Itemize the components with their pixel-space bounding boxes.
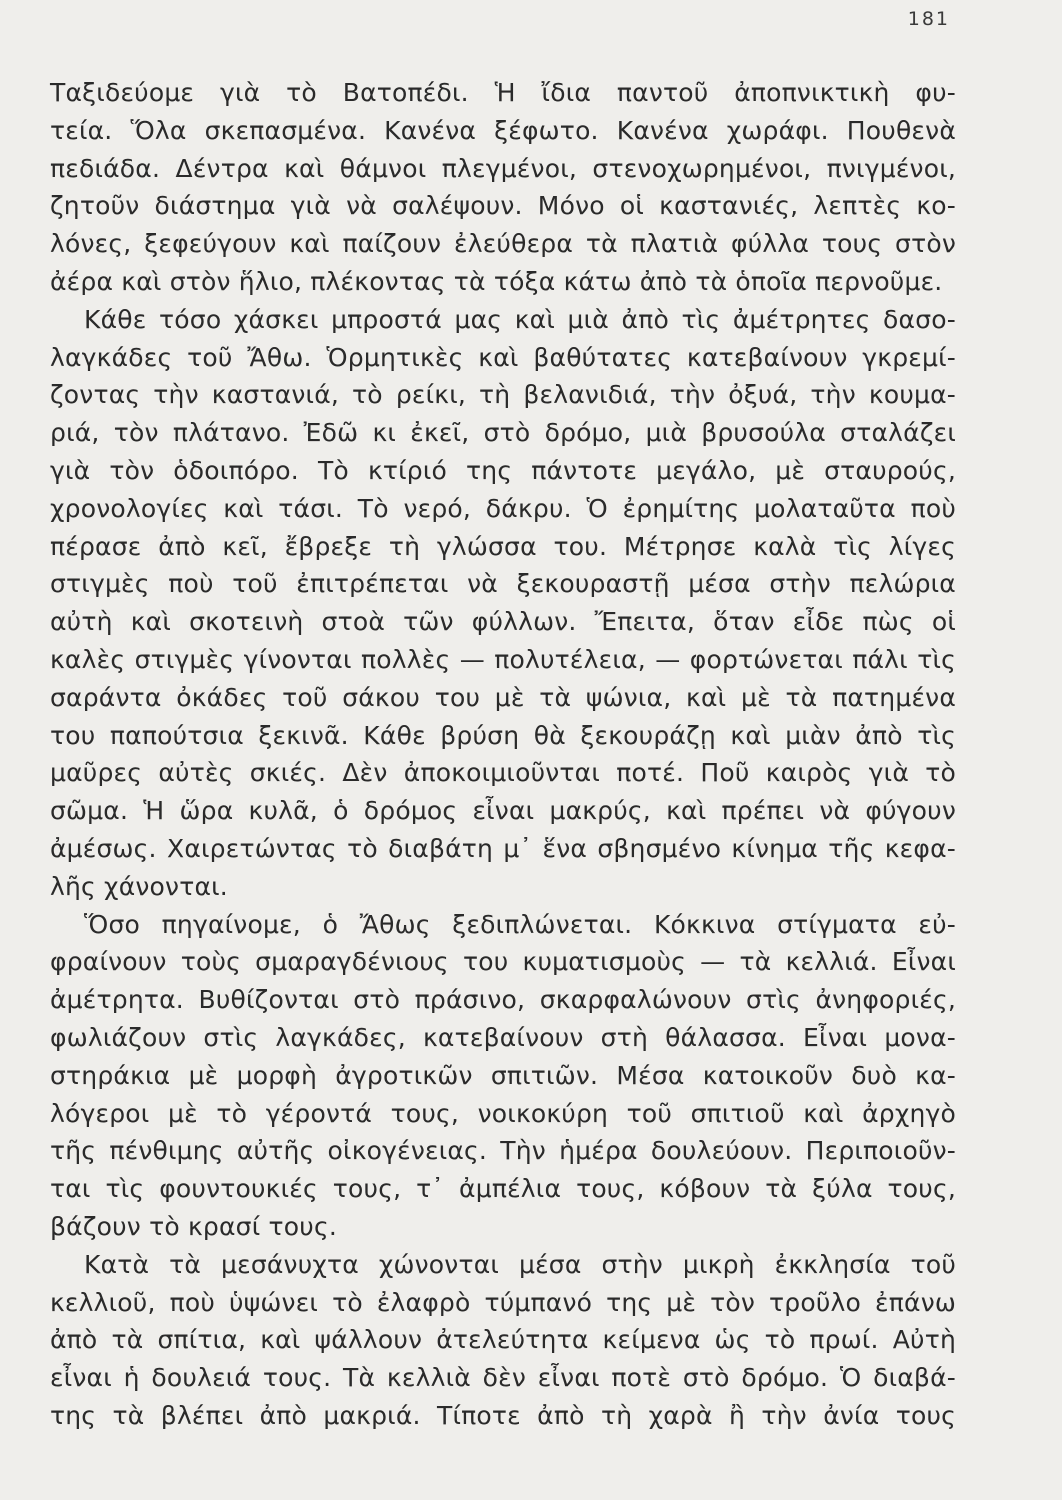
text-line: πέρασε ἀπὸ κεῖ, ἔβρεξε τὴ γλώσσα του. Μέτρησε καλὰ τὶς λίγες — [50, 531, 956, 561]
text-line: κελλιοῦ, ποὺ ὑψώνει τὸ ἐλαφρὸ τύμπανό της μὲ τὸν τροῦλο ἐπάνω — [50, 1287, 956, 1317]
text-line: Ταξιδεύομε γιὰ τὸ Βατοπέδι. Ἡ ἴδια παντοῦ ἀποπνικτικὴ φυ- — [50, 78, 956, 107]
text-line: του παπούτσια ξεκινᾶ. Κάθε βρύση θὰ ξεκουράζῃ καὶ μιὰν ἀπὸ τὶς — [50, 720, 956, 750]
text-line: βάζουν τὸ κρασί τους. — [50, 1211, 337, 1241]
text-line: φραίνουν τοὺς σμαραγδένιους του κυματισμοὺς — τὰ κελλιά. Εἶναι — [50, 947, 956, 977]
text-line: Κατὰ τὰ μεσάνυχτα χώνονται μέσα στὴν μικρὴ ἐκκλησία τοῦ — [84, 1249, 956, 1279]
text-line: μαῦρες αὐτὲς σκιές. Δὲν ἀποκοιμιοῦνται ποτέ. Ποῦ καιρὸς γιὰ τὸ — [50, 758, 956, 788]
text-line: τῆς πένθιμης αὐτῆς οἰκογένειας. Τὴν ἡμέρα δουλεύουν. Περιποιοῦν- — [50, 1136, 956, 1166]
text-line: ἀμέτρητα. Βυθίζονται στὸ πράσινο, σκαρφαλώνουν στὶς ἀνηφοριές, — [50, 985, 956, 1015]
text-line: σῶμα. Ἡ ὥρα κυλᾶ, ὁ δρόμος εἶναι μακρύς, καὶ πρέπει νὰ φύγουν — [50, 796, 956, 826]
text-line: λῆς χάνονται. — [50, 871, 228, 901]
text-line: Ὅσο πηγαίνομε, ὁ Ἄθως ξεδιπλώνεται. Κόκκινα στίγματα εὐ- — [84, 909, 956, 939]
text-line: γιὰ τὸν ὁδοιπόρο. Τὸ κτίριό της πάντοτε μεγάλο, μὲ σταυρούς, — [50, 455, 956, 485]
text-line: λόγεροι μὲ τὸ γέροντά τους, νοικοκύρη τοῦ σπιτιοῦ καὶ ἀρχηγὸ — [50, 1098, 956, 1128]
text-line: αὐτὴ καὶ σκοτεινὴ στοὰ τῶν φύλλων. Ἔπειτα, ὅταν εἶδε πὼς οἱ — [50, 607, 956, 637]
text-line: της τὰ βλέπει ἀπὸ μακριά. Τίποτε ἀπὸ τὴ χαρὰ ἢ τὴν ἀνία τους — [50, 1400, 956, 1430]
text-line: τεία. Ὅλα σκεπασμένα. Κανένα ξέφωτο. Κανένα χωράφι. Πουθενὰ — [50, 115, 956, 145]
text-line: ἀμέσως. Χαιρετώντας τὸ διαβάτη μ᾽ ἕνα σβησμένο κίνημα τῆς κεφα- — [50, 833, 956, 863]
text-line: λόνες, ξεφεύγουν καὶ παίζουν ἐλεύθερα τὰ πλατιὰ φύλλα τους στὸν — [50, 229, 956, 259]
text-line: στηράκια μὲ μορφὴ ἀγροτικῶν σπιτιῶν. Μέσα κατοικοῦν δυὸ κα- — [50, 1060, 956, 1090]
text-line: σαράντα ὀκάδες τοῦ σάκου του μὲ τὰ ψώνια, καὶ μὲ τὰ πατημένα — [50, 682, 956, 712]
text-line: πεδιάδα. Δέντρα καὶ θάμνοι πλεγμένοι, στενοχωρημένοι, πνιγμένοι, — [50, 153, 956, 183]
text-line: στιγμὲς ποὺ τοῦ ἐπιτρέπεται νὰ ξεκουραστῇ μέσα στὴν πελώρια — [50, 569, 956, 599]
page-number: 181 — [907, 8, 950, 30]
text-line: εἶναι ἡ δουλειά τους. Τὰ κελλιὰ δὲν εἶναι ποτὲ στὸ δρόμο. Ὁ διαβά- — [50, 1363, 956, 1393]
text-line: ζητοῦν διάστημα γιὰ νὰ σαλέψουν. Μόνο οἱ καστανιές, λεπτὲς κο- — [50, 191, 956, 221]
text-line: καλὲς στιγμὲς γίνονται πολλὲς — πολυτέλεια, — φορτώνεται πάλι τὶς — [50, 644, 956, 674]
text-line: ται τὶς φουντουκιές τους, τ᾽ ἀμπέλια τους, κόβουν τὰ ξύλα τους, — [50, 1174, 956, 1204]
body-text — [50, 74, 956, 1435]
text-line: φωλιάζουν στὶς λαγκάδες, κατεβαίνουν στὴ θάλασσα. Εἶναι μονα- — [50, 1022, 956, 1052]
text-line: λαγκάδες τοῦ Ἄθω. Ὁρμητικὲς καὶ βαθύτατες κατεβαίνουν γκρεμί- — [50, 342, 956, 372]
text-line: ζοντας τὴν καστανιά, τὸ ρείκι, τὴ βελανιδιά, τὴν ὀξυά, τὴν κουμα- — [50, 380, 956, 410]
text-line: Κάθε τόσο χάσκει μπροστά μας καὶ μιὰ ἀπὸ τὶς ἀμέτρητες δασο- — [84, 304, 956, 334]
text-line: ριά, τὸν πλάτανο. Ἐδῶ κι ἐκεῖ, στὸ δρόμο, μιὰ βρυσούλα σταλάζει — [50, 418, 956, 448]
text-line: ἀπὸ τὰ σπίτια, καὶ ψάλλουν ἀτελεύτητα κείμενα ὡς τὸ πρωί. Αὐτὴ — [50, 1325, 956, 1355]
text-line: ἀέρα καὶ στὸν ἥλιο, πλέκοντας τὰ τόξα κάτω ἀπὸ τὰ ὁποῖα περνοῦμε. — [50, 266, 943, 296]
text-line: χρονολογίες καὶ τάσι. Τὸ νερό, δάκρυ. Ὁ ἐρημίτης μολαταῦτα ποὺ — [50, 493, 956, 523]
